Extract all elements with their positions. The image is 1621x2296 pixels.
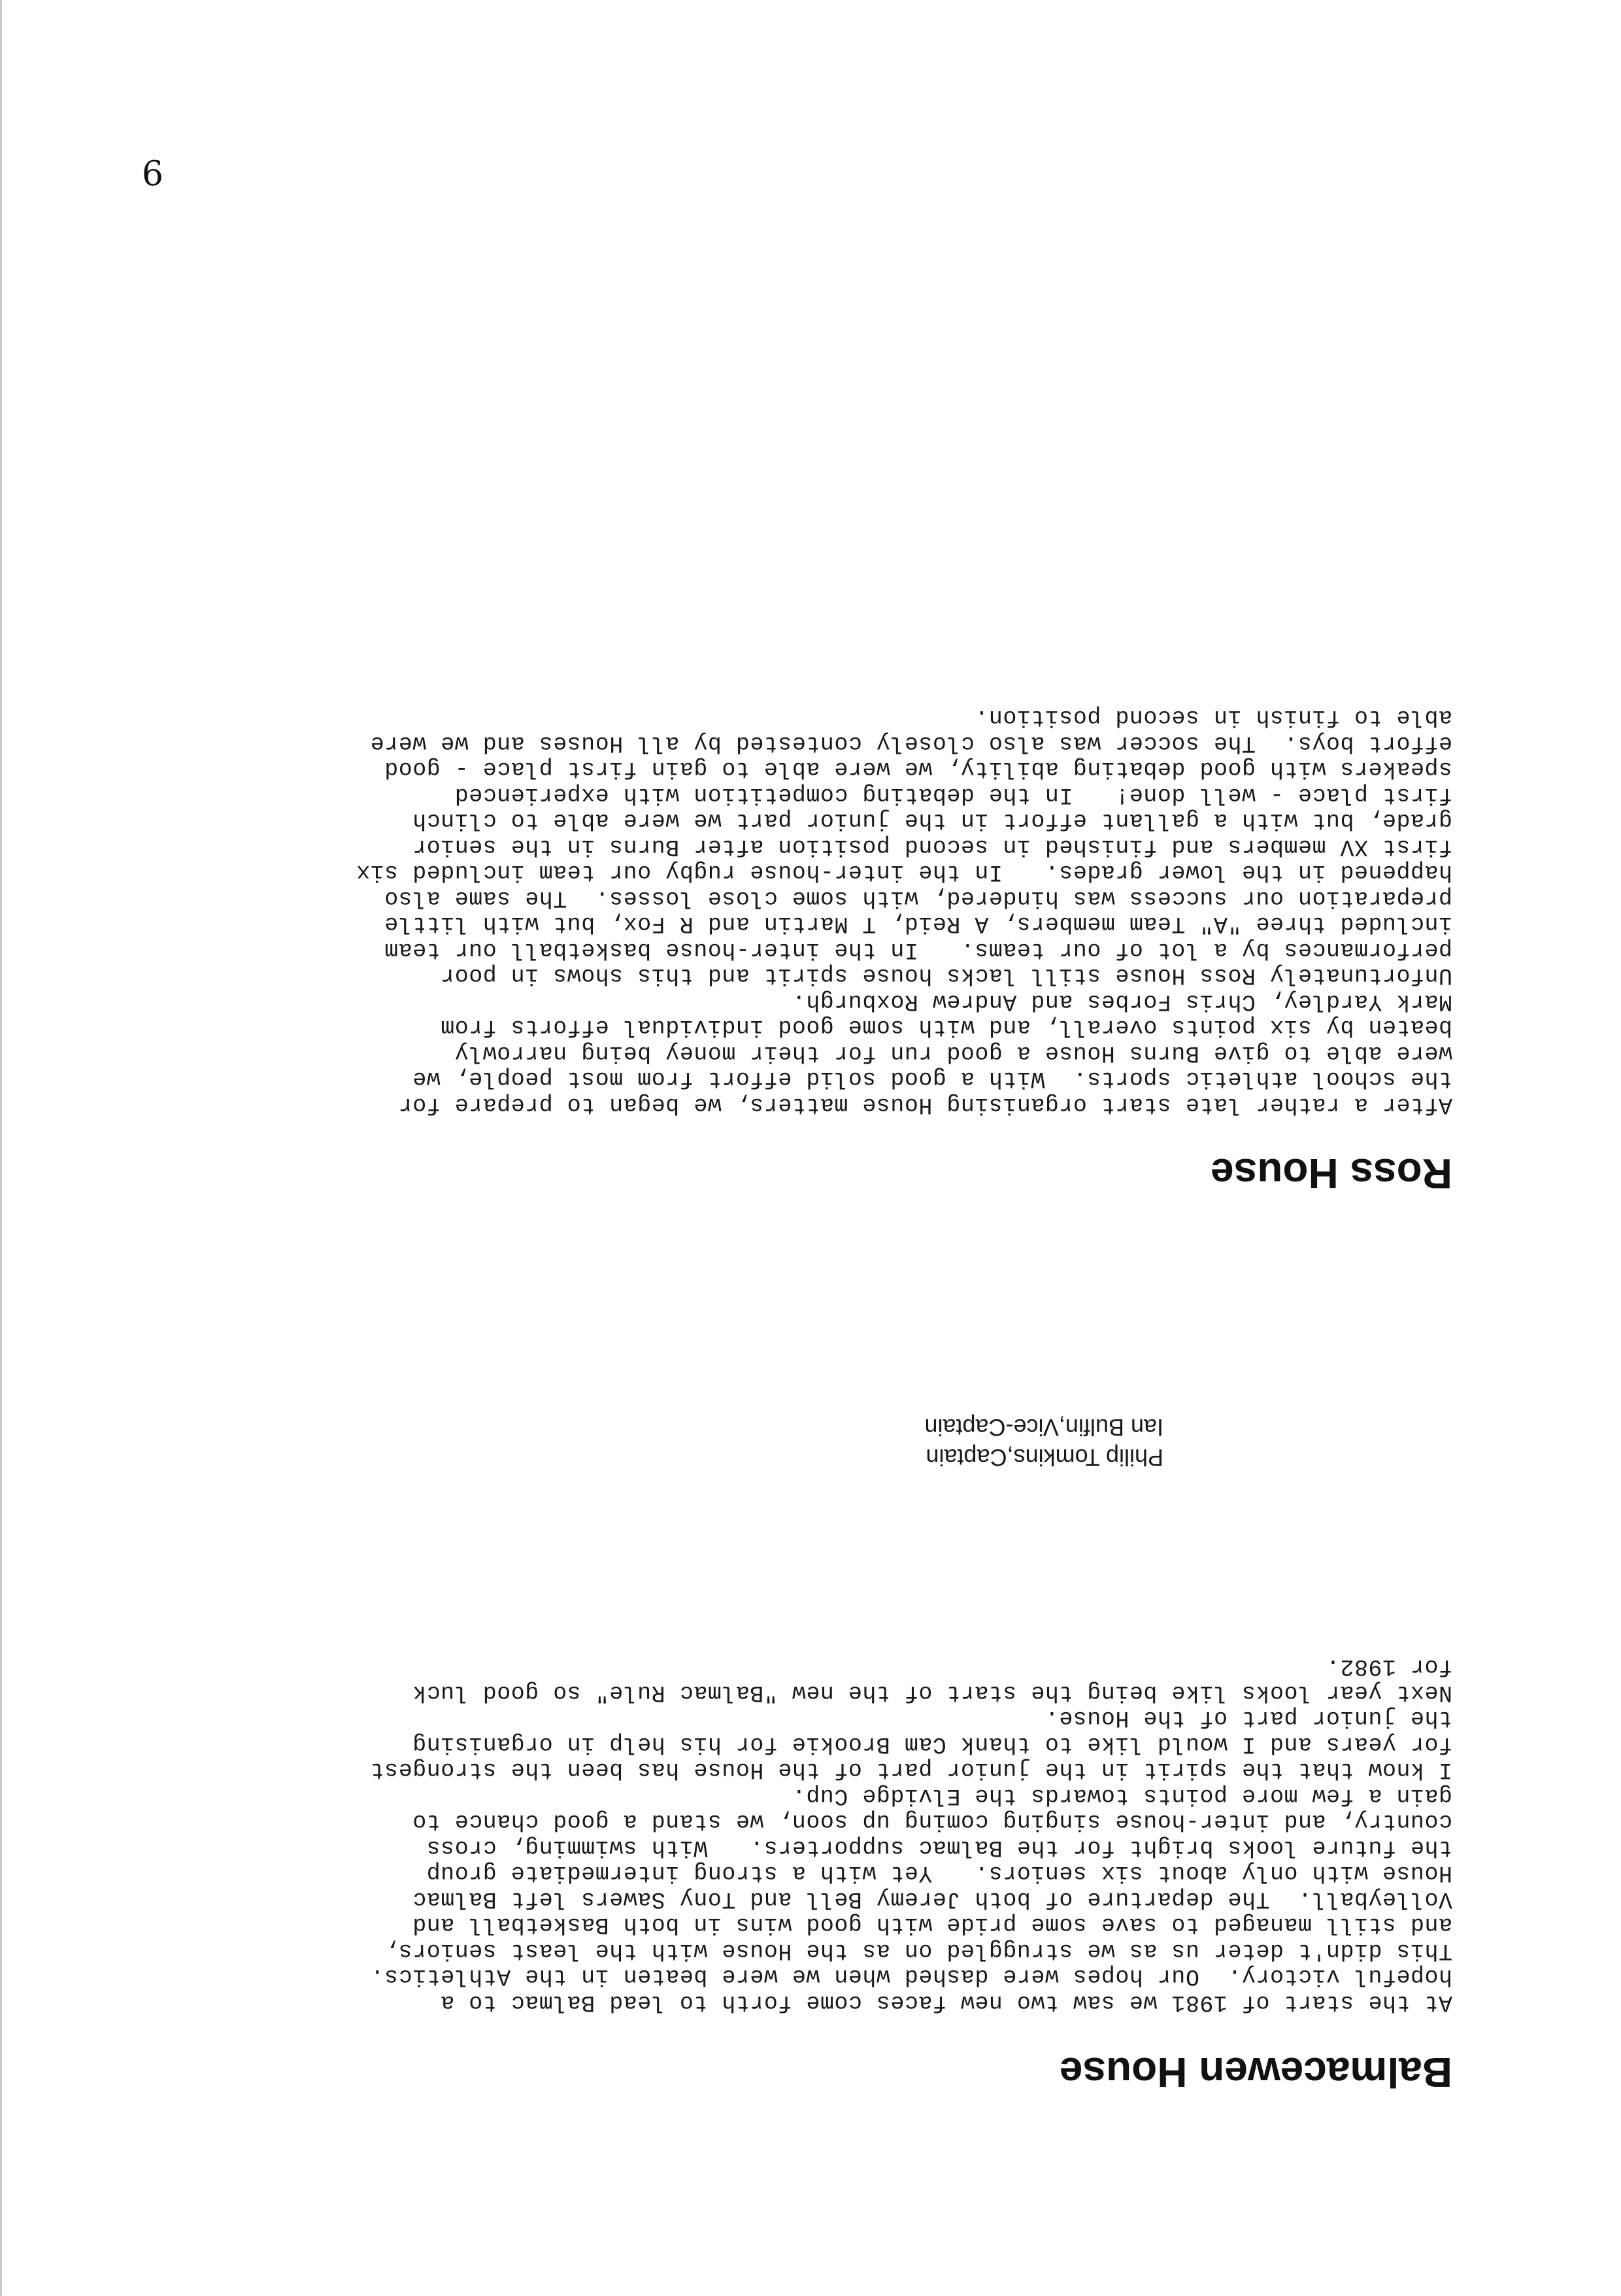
paragraph-line: the future looks bright for the Balmac supporters. With swimming, cross bbox=[426, 1834, 1452, 1861]
paragraph-line: were able to give Burns House a good run for their money being narrowly bbox=[454, 1040, 1452, 1066]
paragraph-line: hopeful victory. Our hopes were dashed when we were beaten in the Athletics. bbox=[370, 1963, 1452, 1990]
paragraph-line: the junior part of the House. bbox=[1044, 1705, 1452, 1732]
paragraph-line: gain a few more points towards the Elvidge Cup. bbox=[792, 1783, 1452, 1809]
paragraph-line: for 1982. bbox=[1326, 1653, 1452, 1680]
paragraph-line: Volleyball. The departure of both Jeremy Bell and Tony Sawers left Balmac bbox=[412, 1886, 1452, 1912]
paragraph-line: the school athletic sports. With a good solid effort from most people, we bbox=[412, 1066, 1452, 1092]
paragraph-line: After a rather late start organising House matters, we began to prepare for bbox=[398, 1092, 1452, 1118]
balmacewen-house-body bbox=[125, 1653, 1452, 2015]
paragraph-line: able to finish in second position. bbox=[974, 704, 1452, 731]
paragraph-line: Mark Yardley, Chris Forbes and Andrew Roxburgh. bbox=[792, 988, 1452, 1015]
ross-house-body bbox=[125, 704, 1452, 1117]
paragraph-line: beaten by six points overall, and with some good individual efforts from bbox=[440, 1014, 1452, 1041]
balmacewen-house-heading: Balmacewen House bbox=[1059, 2049, 1452, 2096]
paragraph-line: speakers with good debating ability, we were able to gain first place - good bbox=[384, 756, 1452, 783]
paragraph-line: This didn't deter us as we struggled on as the House with the least seniors, bbox=[384, 1938, 1452, 1964]
signature-block bbox=[924, 1412, 1163, 1472]
paragraph-line: House with only about six seniors. Yet with a strong intermediate group bbox=[426, 1860, 1452, 1887]
paragraph-line: preparation our success was hindered, with some close losses. The same also bbox=[384, 885, 1452, 911]
paragraph-line: and still managed to save some pride with good wins in both Basketball and bbox=[412, 1912, 1452, 1938]
paragraph-line: Next year looks like being the start of the new "Balmac Rule" so good luck bbox=[412, 1680, 1452, 1706]
paragraph-line: included three "A" Team members, A Reid, T Martin and R Fox, but with little bbox=[384, 911, 1452, 937]
paragraph-line: effort boys. The soccer was also closely contested by all Houses and we were bbox=[370, 730, 1452, 756]
paragraph-line: Unfortunately Ross House still lacks house spirit and this shows in poor bbox=[440, 962, 1452, 989]
paragraph-line: first XV members and finished in second position after Burns in the senior bbox=[412, 834, 1452, 860]
paragraph-line: country, and inter-house singing coming up soon, we stand a good chance to bbox=[412, 1808, 1452, 1835]
ross-house-heading: Ross House bbox=[1211, 1150, 1452, 1197]
page-edge-shadow bbox=[0, 0, 2, 2296]
page-number: 9 bbox=[141, 152, 163, 191]
paragraph-line: At the start of 1981 we saw two new faces come forth to lead Balmac to a bbox=[440, 1989, 1452, 2016]
paragraph-line: for years and I would like to thank Cam Brookie for his help in organising bbox=[412, 1731, 1452, 1757]
paragraph-line: happened in the lower grades. In the inter-house rugby our team included six bbox=[356, 859, 1452, 886]
paragraph-line: grade, but with a gallant effort in the junior part we were able to clinch bbox=[412, 807, 1452, 834]
captain-signature: Philip Tomkins,Captain bbox=[926, 1444, 1163, 1471]
paragraph-line: first place - well done! In the debating competition with experienced bbox=[454, 782, 1452, 808]
paragraph-line: I know that the spirit in the junior part of the House has been the strongest bbox=[370, 1757, 1452, 1783]
vice-captain-signature: Ian Bulfin,Vice-Captain bbox=[924, 1414, 1163, 1441]
paragraph-line: performances by a lot of our teams. In the inter-house basketball our team bbox=[384, 937, 1452, 963]
